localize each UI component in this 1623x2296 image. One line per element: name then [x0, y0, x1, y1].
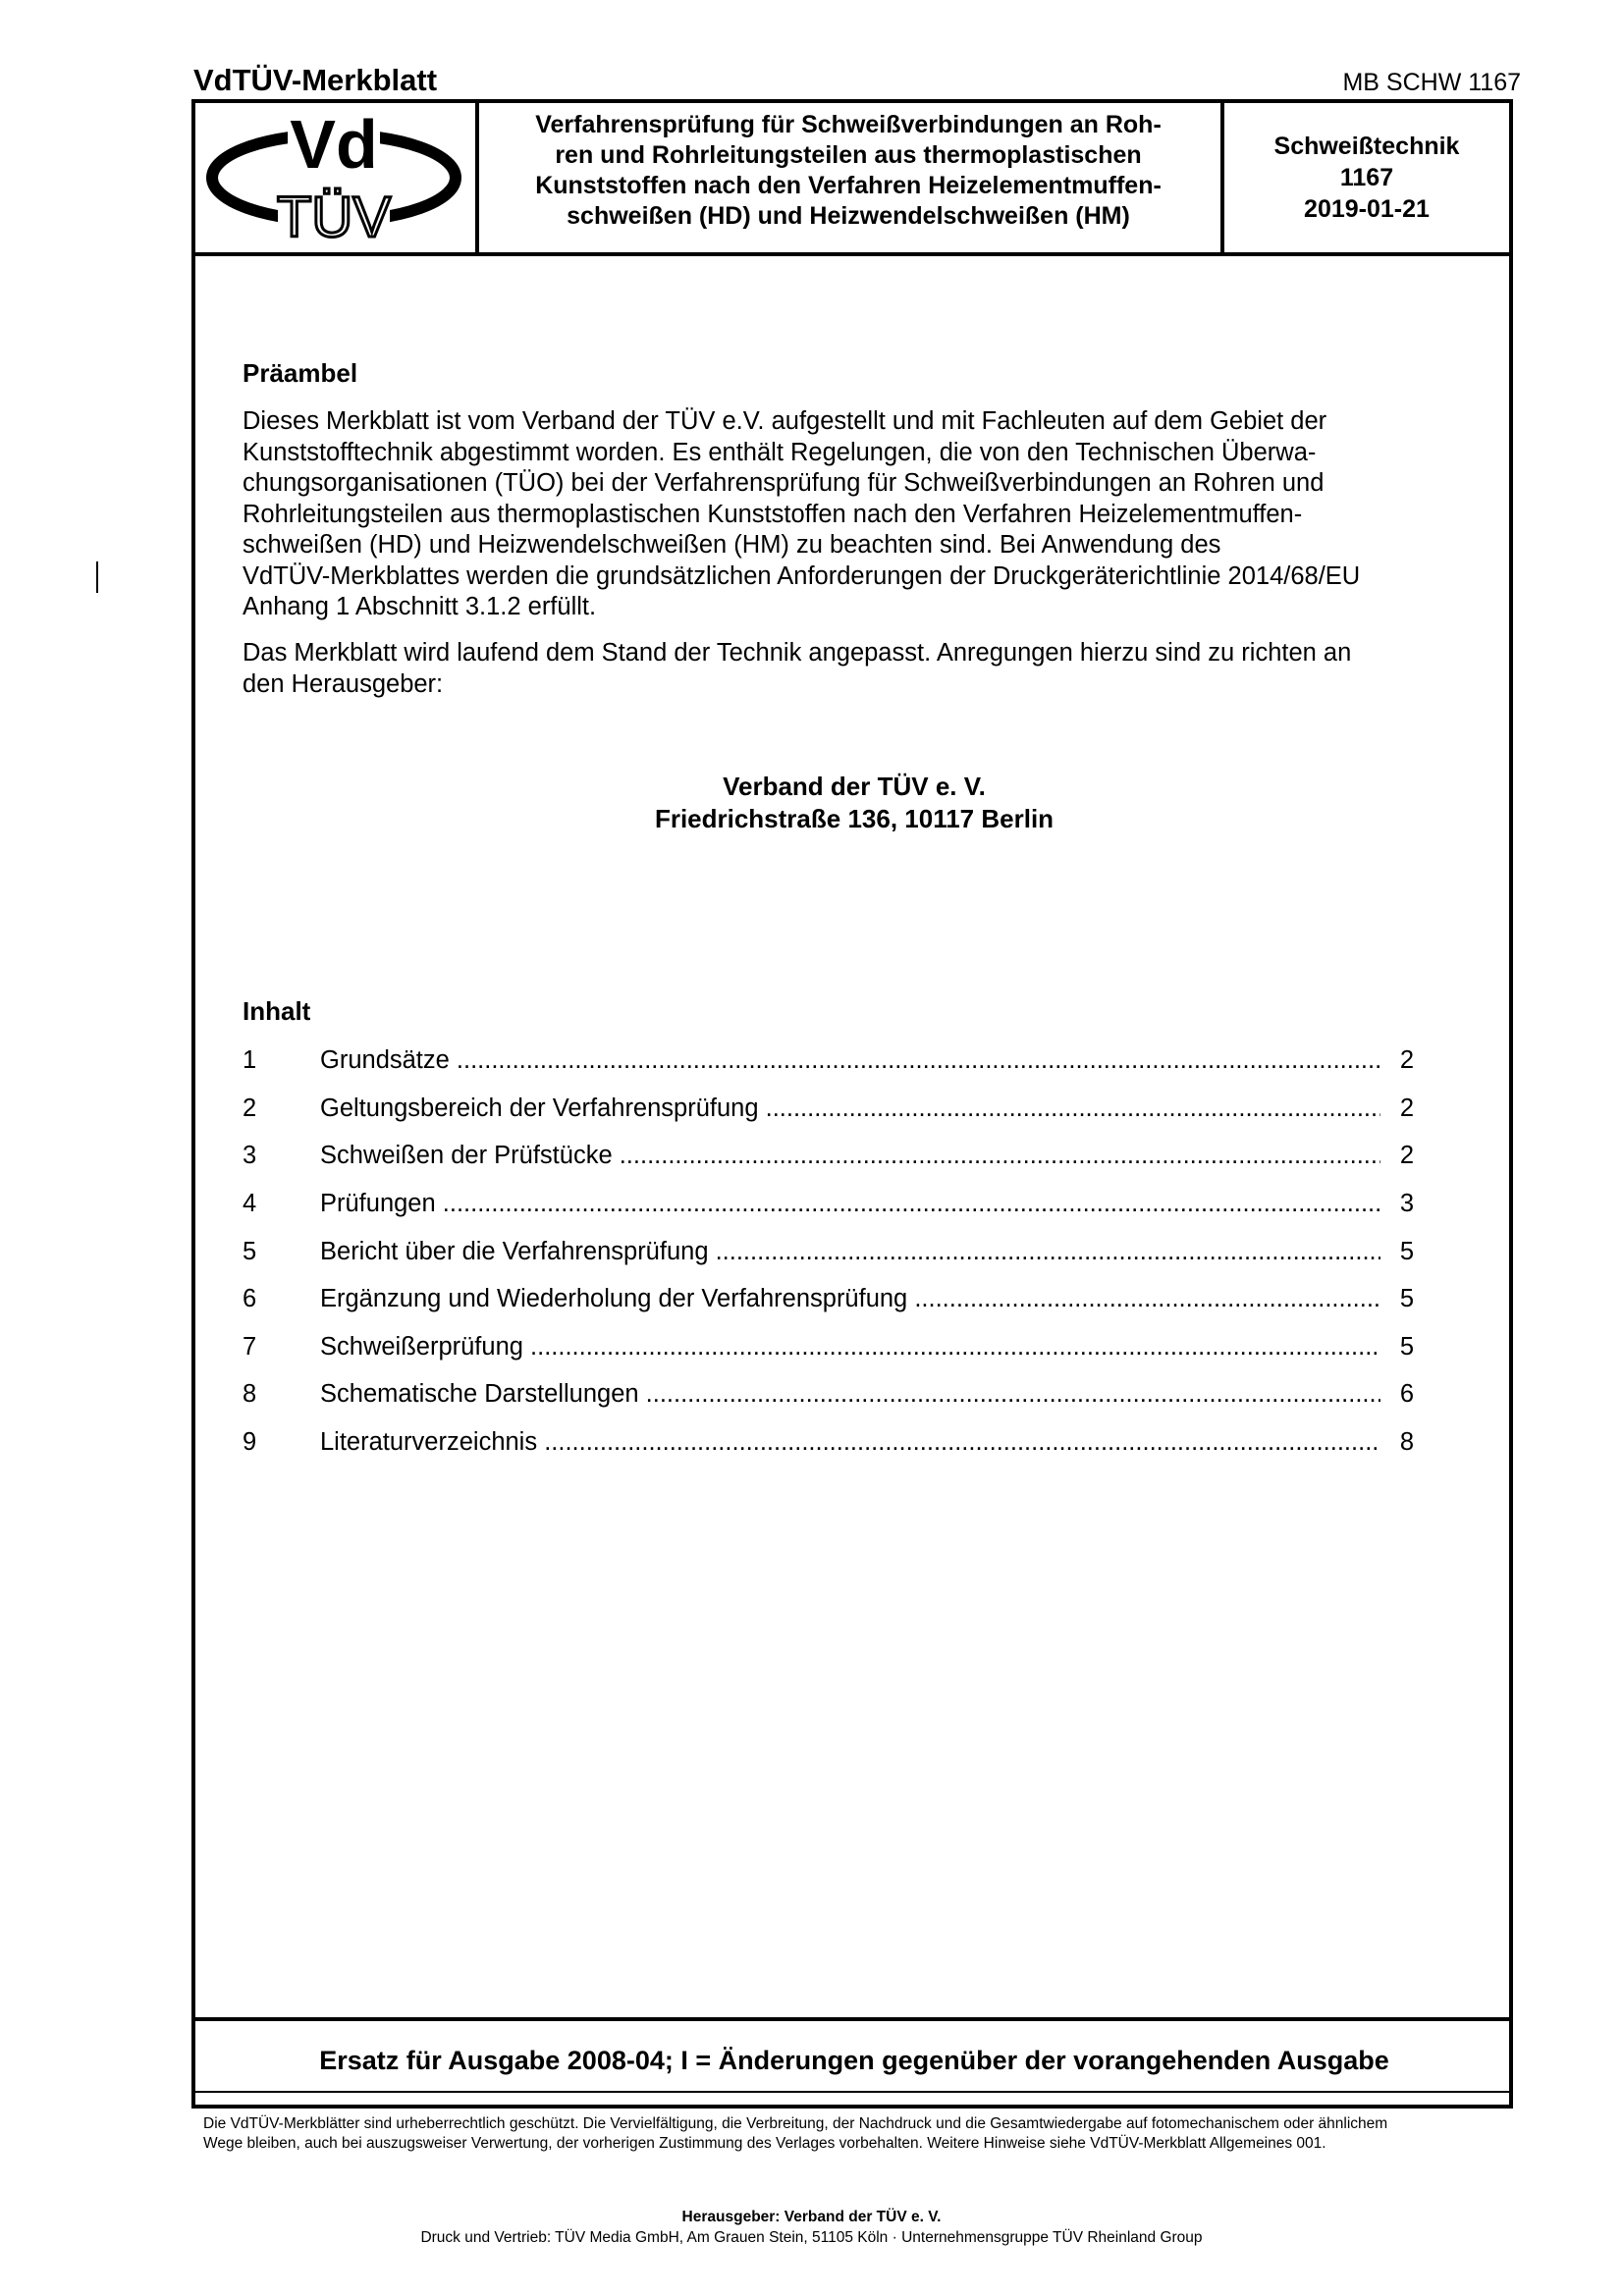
toc-item[interactable] [243, 1188, 1414, 1219]
toc-item-number: 4 [243, 1190, 257, 1217]
toc-item-number: 1 [243, 1046, 257, 1074]
header-title-line: Kunststoffen nach den Verfahren Heizelementmuffen- [535, 172, 1162, 199]
copyright-notice [203, 2114, 1509, 2154]
header-col-divider-2 [1220, 99, 1224, 256]
logo-text-tuev: TÜV [277, 186, 391, 245]
toc-item[interactable] [243, 1378, 1414, 1410]
toc-item-number: 8 [243, 1380, 257, 1408]
text-line: Dieses Merkblatt ist vom Verband der TÜV e.V. aufgestellt und mit Fachleuten auf dem Gebiet der [243, 407, 1327, 435]
toc-item[interactable] [243, 1331, 1414, 1362]
text-line: chungsorganisationen (TÜO) bei der Verfahrensprüfung für Schweißverbindungen an Rohren und [243, 469, 1325, 497]
change-marker [96, 561, 98, 593]
header-divider [191, 252, 1513, 256]
toc-item-page: 5 [1399, 1238, 1414, 1265]
toc-item-number: 9 [243, 1428, 257, 1456]
header-col-divider-1 [475, 99, 479, 256]
header-number: 1167 [1339, 164, 1394, 191]
preamble-heading: Präambel [243, 358, 358, 388]
logo-text-vd: Vd [290, 111, 378, 183]
text-line: Kunststofftechnik abgestimmt worden. Es enthält Regelungen, die von den Technischen Überwa- [243, 438, 1317, 466]
text-line: Das Merkblatt wird laufend dem Stand der Technik angepasst. Anregungen hierzu sind zu richten an [243, 639, 1352, 667]
toc-item-page: 5 [1399, 1285, 1414, 1312]
publisher-line: Herausgeber: Verband der TÜV e. V. [681, 2209, 942, 2225]
replacement-note: Ersatz für Ausgabe 2008-04; I = Änderungen gegenüber der vorangehenden Ausgabe [319, 2046, 1389, 2075]
toc-item-page: 6 [1399, 1380, 1414, 1408]
toc-item-title: Prüfungen ..... [320, 1188, 1380, 1219]
preamble-paragraph-2 [243, 638, 1480, 700]
toc-item[interactable] [243, 1044, 1414, 1076]
header-category: Schweißtechnik [1273, 133, 1460, 160]
toc-item-title: Schematische Darstellungen ..... [320, 1378, 1380, 1410]
toc-item-page: 2 [1399, 1046, 1414, 1074]
toc-item-title: Bericht über die Verfahrensprüfung ..... [320, 1236, 1380, 1267]
text-line: VdTÜV-Merkblattes werden die grundsätzlichen Anforderungen der Druckgeräterichtlinie 2014/68/EU [243, 561, 1361, 590]
toc-item-number: 2 [243, 1095, 257, 1122]
toc-item[interactable] [243, 1283, 1414, 1314]
document-id: MB SCHW 1167 [1342, 69, 1521, 96]
toc-item-page: 8 [1399, 1428, 1414, 1456]
toc-item-title: Geltungsbereich der Verfahrensprüfung ..... [320, 1093, 1380, 1124]
replacement-divider-top [191, 2017, 1513, 2021]
toc-item-title: Schweißerprüfung ..... [320, 1331, 1380, 1362]
toc-item-page: 2 [1399, 1095, 1414, 1122]
header-title-line: schweißen (HD) und Heizwendelschweißen (HM) [567, 202, 1130, 230]
text-line: den Herausgeber: [243, 669, 444, 698]
copyright-line: Die VdTÜV-Merkblätter sind urheberrechtlich geschützt. Die Vervielfältigung, die Verbreitung, der Nachdruck und die Gesamtwiedergabe auf fotomechanischem oder ähnlichem [203, 2115, 1388, 2132]
header-date: 2019-01-21 [1304, 195, 1430, 223]
text-line: schweißen (HD) und Heizwendelschweißen (HM) zu beachten sind. Bei Anwendung des [243, 531, 1221, 559]
toc-item-number: 5 [243, 1238, 257, 1265]
toc-item-number: 6 [243, 1285, 257, 1312]
replacement-divider-bottom [191, 2091, 1513, 2093]
toc-item-page: 2 [1399, 1142, 1414, 1169]
text-line: Rohrleitungsteilen aus thermoplastischen Kunststoffen nach den Verfahren Heizelementmuffen- [243, 500, 1303, 528]
text-line: Anhang 1 Abschnitt 3.1.2 erfüllt. [243, 593, 597, 620]
toc-item-title: Schweißen der Prüfstücke ..... [320, 1140, 1380, 1171]
address-line: Verband der TÜV e. V. [723, 772, 986, 801]
toc-item[interactable] [243, 1093, 1414, 1124]
toc-item[interactable] [243, 1140, 1414, 1171]
toc-item-page: 3 [1399, 1190, 1414, 1217]
header-meta [1225, 131, 1508, 225]
toc-item[interactable] [243, 1236, 1414, 1267]
copyright-line: Wege bleiben, auch bei auszugsweiser Verwertung, der vorherigen Zustimmung des Verlages vorbehalten. Weitere Hinweise siehe VdTÜV-Merkblatt Allgemeines 001. [203, 2135, 1326, 2152]
toc-item-title: Grundsätze ..... [320, 1044, 1380, 1076]
vdtuev-logo [201, 111, 466, 245]
toc-item-page: 5 [1399, 1333, 1414, 1361]
document-type-title: VdTÜV-Merkblatt [193, 63, 438, 97]
address-line: Friedrichstraße 136, 10117 Berlin [654, 804, 1055, 833]
toc-item-number: 7 [243, 1333, 257, 1361]
toc-heading: Inhalt [243, 996, 311, 1026]
header-title-line: ren und Rohrleitungsteilen aus thermoplastischen [555, 141, 1142, 169]
distribution-line: Druck und Vertrieb: TÜV Media GmbH, Am Grauen Stein, 51105 Köln · Unternehmensgruppe TÜV Rheinland Group [420, 2229, 1203, 2246]
header-document-title [480, 110, 1217, 232]
toc-item[interactable] [243, 1426, 1414, 1458]
publisher-address [193, 771, 1515, 835]
toc-item-number: 3 [243, 1142, 257, 1169]
header-title-line: Verfahrensprüfung für Schweißverbindungen an Roh- [535, 111, 1162, 138]
toc-item-title: Literaturverzeichnis ..... [320, 1426, 1380, 1458]
preamble-paragraph-1 [243, 406, 1480, 623]
toc-item-title: Ergänzung und Wiederholung der Verfahrensprüfung ..... [320, 1283, 1380, 1314]
